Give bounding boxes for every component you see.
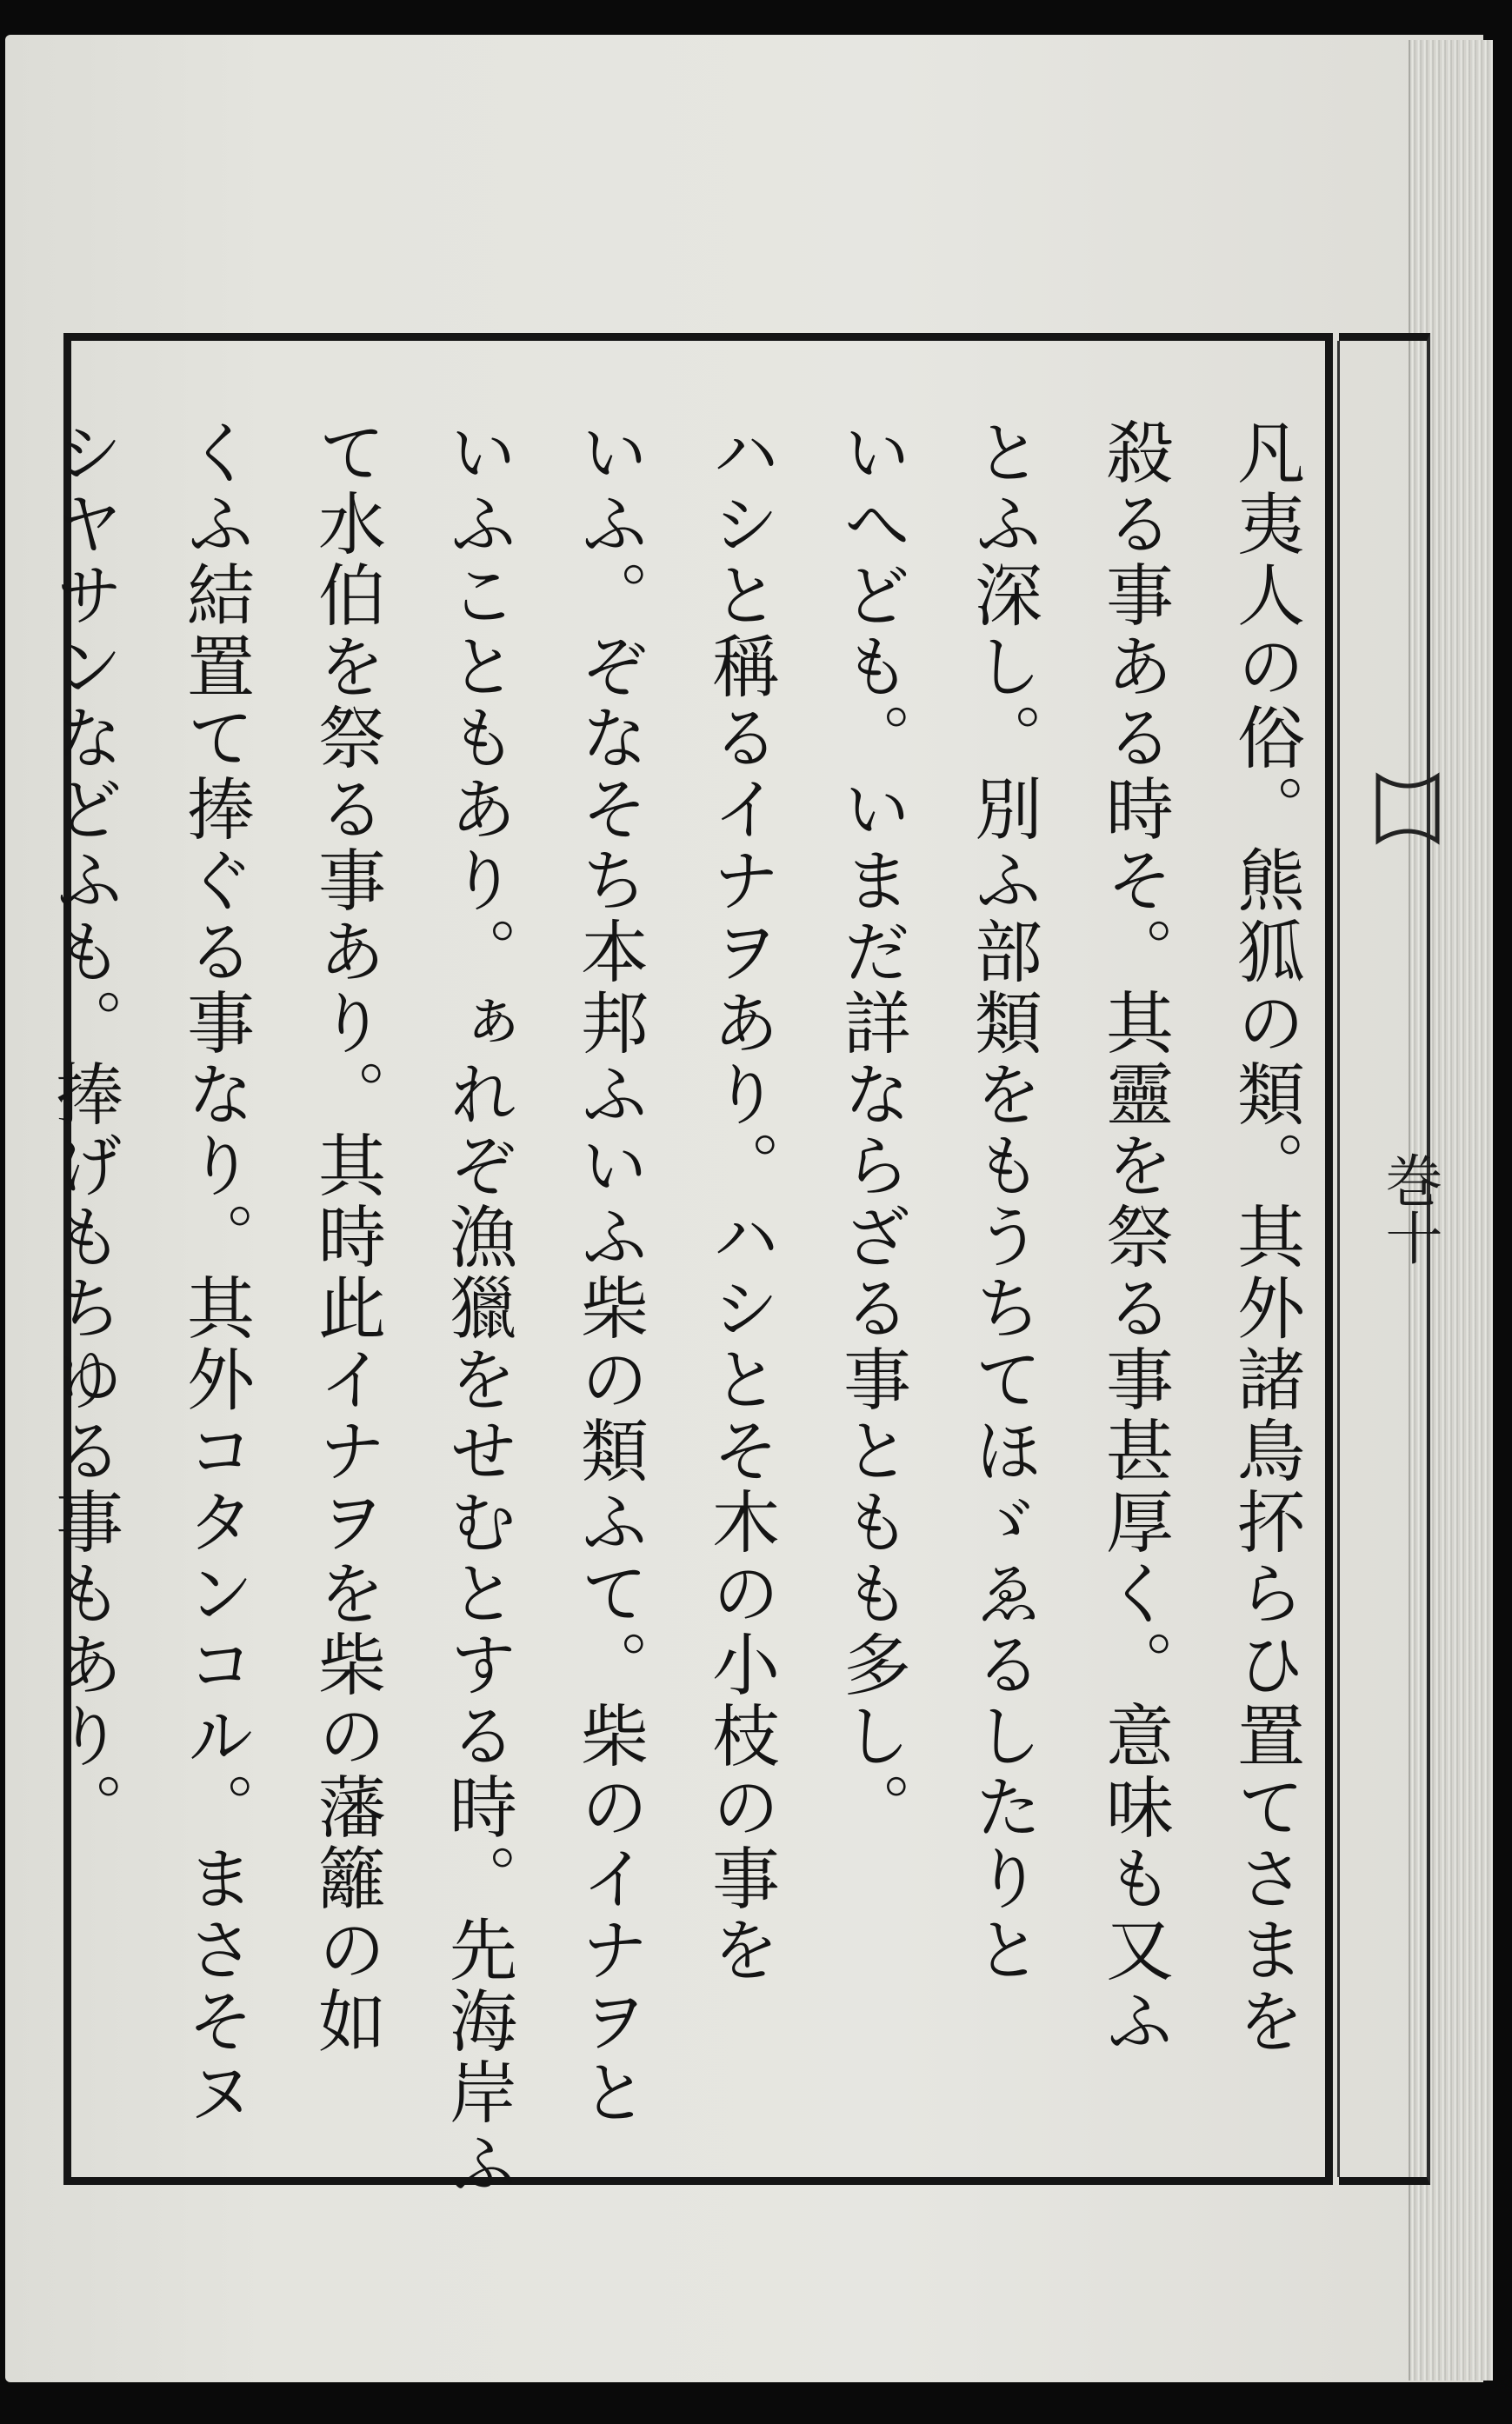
text-column-5: ハシと稱るイナヲあり。ハシとそ木の小枝の事を: [701, 417, 779, 1986]
main-text: [44, 417, 1330, 2200]
text-column-8: て水伯を祭る事あり。其時此イナヲを柴の藩籬の如: [307, 417, 385, 2057]
hashira-title: 巻十: [1375, 1151, 1442, 1266]
text-column-3: とふ深し。別ふ部類をもうちてほゞゑるしたりと: [963, 417, 1042, 1986]
text-column-9: くふ結置て捧ぐる事なり。其外コタンコル。まさそヌ: [176, 417, 254, 2128]
text-column-7: いふこともあり。ぁれぞ漁獵をせむとする時。先海岸ふ: [438, 417, 516, 2200]
text-column-4: いへども。いまだ詳ならざる事ともも多し。: [832, 417, 910, 1843]
text-column-2: 殺る事ある時そ。其靈を祭る事甚厚く。意味も又ふ: [1095, 417, 1173, 2057]
text-column-6: いふ。ぞなそち本邦ふいふ柴の類ふて。柴のイナヲと: [569, 417, 648, 2128]
text-column-10: シヤサンなどふも。捧げもちゆる事もあり。: [44, 417, 123, 1843]
frame-divider: [1337, 341, 1340, 2177]
fishtail-mark-icon: [1369, 769, 1446, 848]
text-column-1: 凡夷人の俗。熊狐の類。其外諸鳥抔らひ置てさまを: [1226, 417, 1304, 2057]
